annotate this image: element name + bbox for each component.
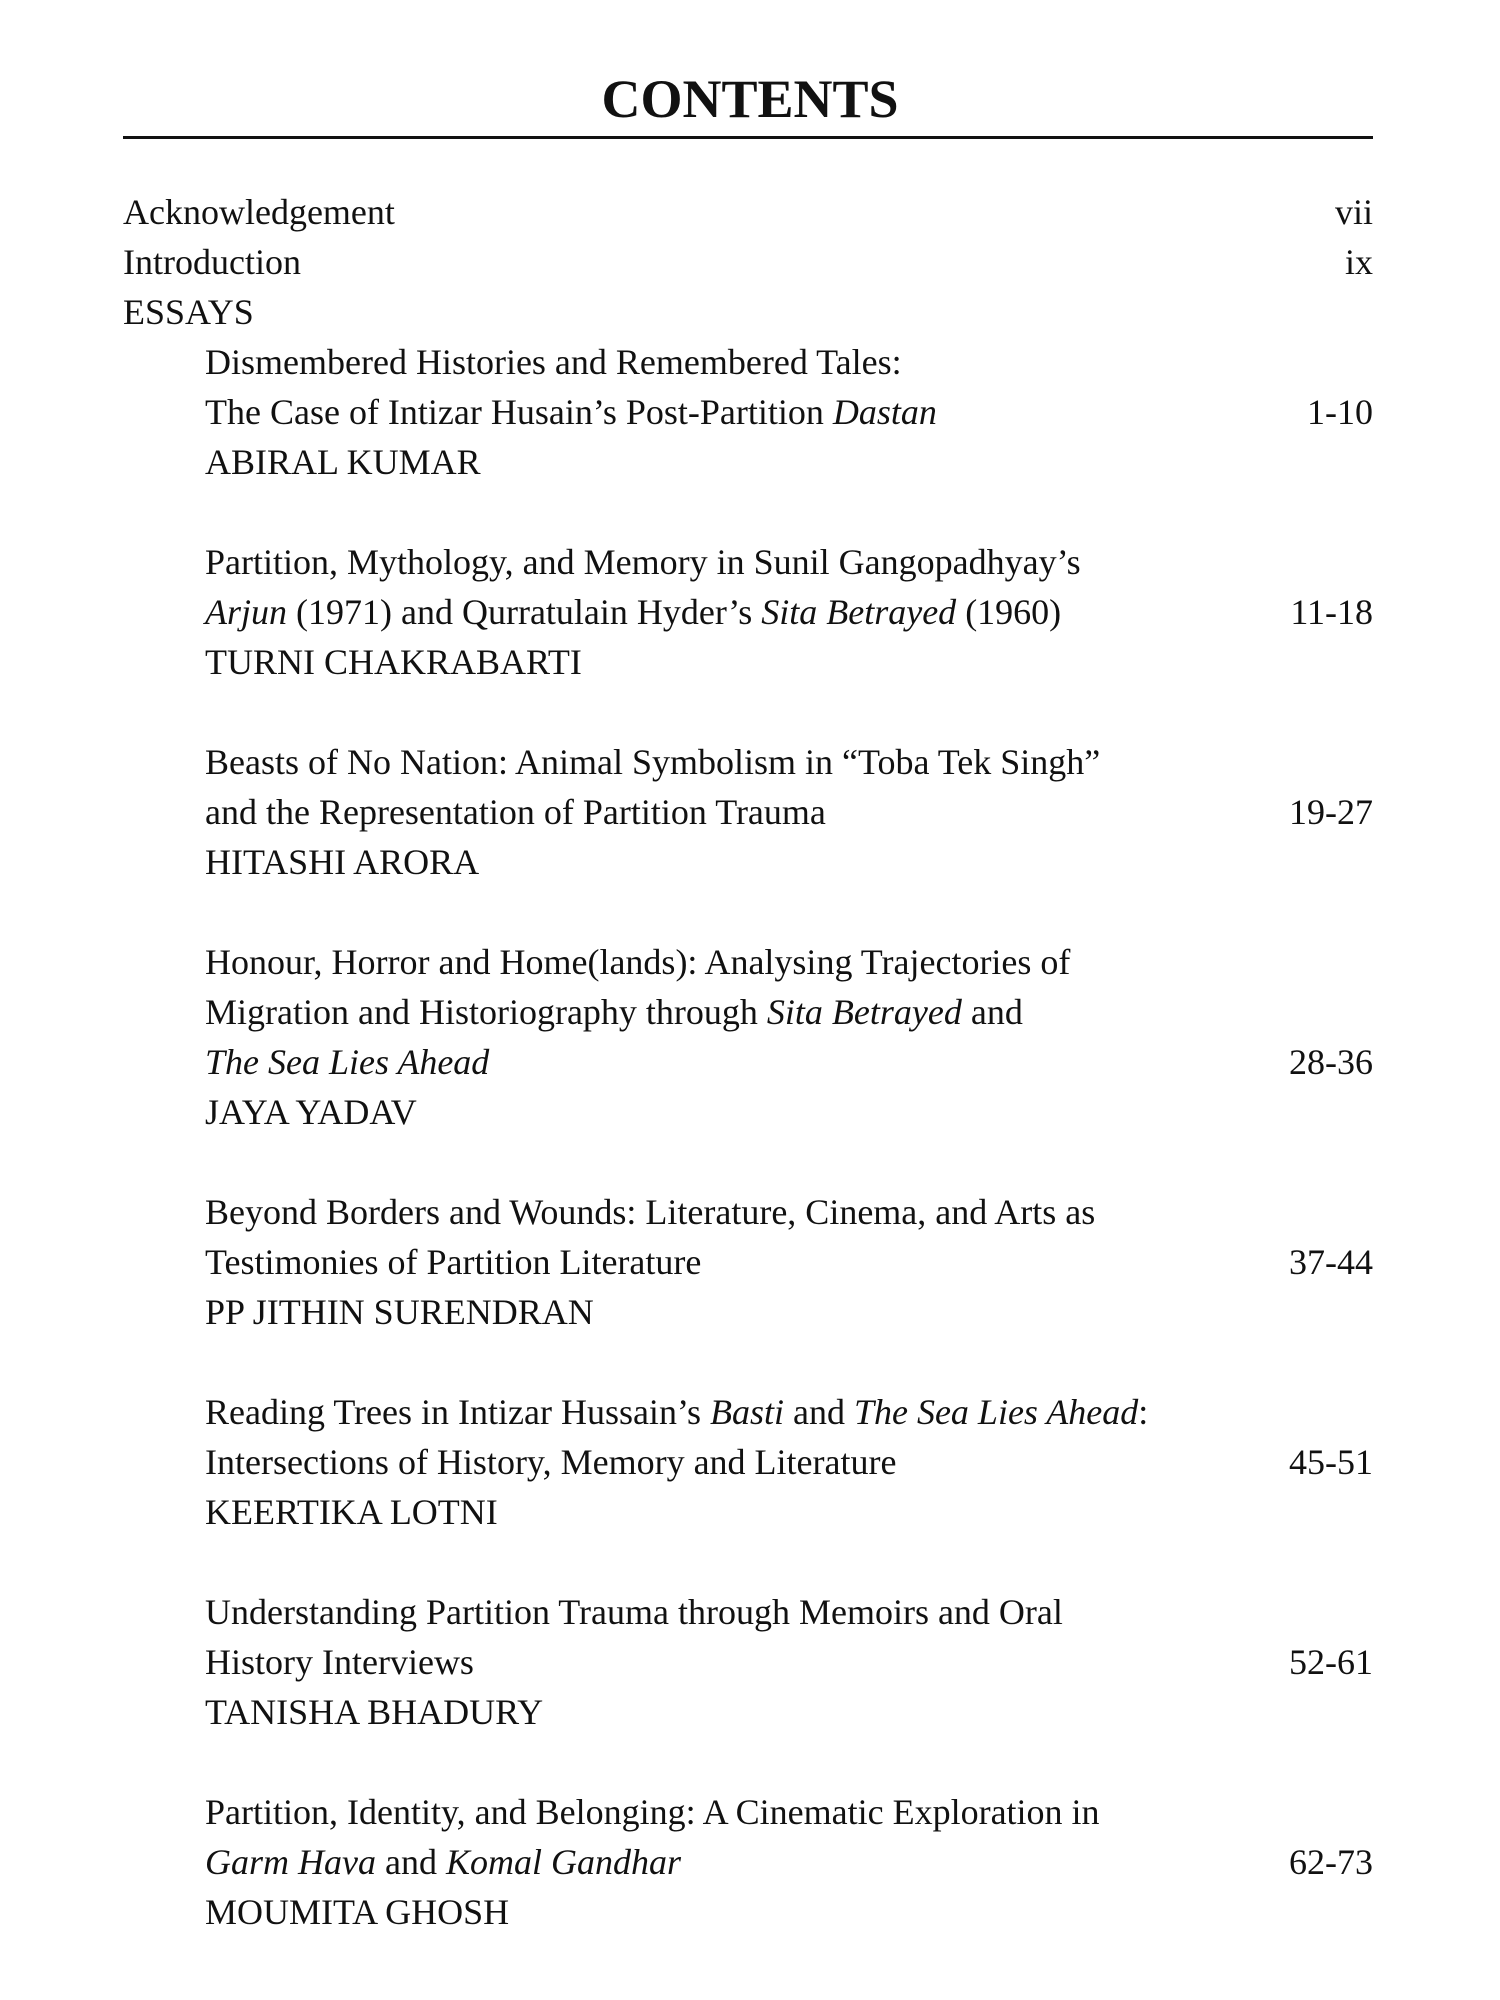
essay-title-text: and the Representation of Partition Trauma: [205, 792, 826, 832]
essay-title-text: The Case of Intizar Husain’s Post-Partition: [205, 392, 833, 432]
essay-title-line: [205, 1837, 1373, 1887]
essay-author: HITASHI ARORA: [205, 842, 480, 882]
essay-title-line: [205, 1187, 1373, 1237]
essay-title-text: and: [375, 1842, 446, 1882]
essay-title-italic: Komal Gandhar: [445, 1842, 681, 1882]
essay-title-line: [205, 337, 1373, 387]
essay-title-line: [205, 587, 1373, 637]
toc-entry-essay-2[interactable]: [205, 537, 1373, 687]
essay-title-line: [205, 1387, 1373, 1437]
essay-author: TURNI CHAKRABARTI: [205, 642, 582, 682]
toc-page-number: 37-44: [1289, 1242, 1373, 1282]
toc-entry-essay-6[interactable]: [205, 1387, 1373, 1537]
toc-page-number: vii: [1334, 192, 1373, 232]
essay-title-line: [205, 1787, 1373, 1837]
essay-title-italic: Sita Betrayed: [761, 592, 957, 632]
essay-title-text: (1960): [956, 592, 1062, 632]
essay-title-italic: Basti: [709, 1392, 784, 1432]
essay-title-line: [205, 1587, 1373, 1637]
essay-author: PP JITHIN SURENDRAN: [205, 1292, 594, 1332]
toc-page-number: ix: [1344, 242, 1373, 282]
essay-title-italic: Sita Betrayed: [766, 992, 962, 1032]
essay-title-text: Testimonies of Partition Literature: [205, 1242, 702, 1282]
toc-entry-essay-4[interactable]: [205, 937, 1373, 1137]
section-heading-essays: [123, 287, 1373, 337]
toc-label: Acknowledgement: [123, 192, 395, 232]
essay-title-text: Beasts of No Nation: Animal Symbolism in “Toba Tek Singh”: [205, 742, 1101, 782]
essay-title-text: Beyond Borders and Wounds: Literature, Cinema, and Arts as: [205, 1192, 1096, 1232]
essay-title-text: Understanding Partition Trauma through Memoirs and Oral: [205, 1592, 1063, 1632]
essay-author: JAYA YADAV: [205, 1092, 417, 1132]
essay-title-line: [205, 1637, 1373, 1687]
essay-title-line: [205, 1037, 1373, 1087]
essay-title-text: and: [961, 992, 1023, 1032]
essay-title-line: [205, 537, 1373, 587]
toc-row-introduction[interactable]: [123, 237, 1373, 287]
essay-title-text: Dismembered Histories and Remembered Tales:: [205, 342, 902, 382]
essay-author: KEERTIKA LOTNI: [205, 1492, 498, 1532]
toc-page-number: 52-61: [1289, 1642, 1373, 1682]
title-divider: [123, 136, 1373, 139]
toc-entry-essay-8[interactable]: [205, 1787, 1373, 1937]
essay-title-line: [205, 387, 1373, 437]
essay-title-text: Reading Trees in Intizar Hussain’s: [205, 1392, 710, 1432]
essay-title-text: Partition, Mythology, and Memory in Sunil Gangopadhyay’s: [205, 542, 1081, 582]
essay-title-text: Honour, Horror and Home(lands): Analysing Trajectories of: [205, 942, 1071, 982]
essay-title-italic: The Sea Lies Ahead: [853, 1392, 1139, 1432]
toc-entry-essay-7[interactable]: [205, 1587, 1373, 1737]
toc-entry-essay-1[interactable]: [205, 337, 1373, 487]
essay-title-italic: Garm Hava: [205, 1842, 376, 1882]
section-label: ESSAYS: [123, 292, 254, 332]
essay-title-line: [205, 1237, 1373, 1287]
essay-author: TANISHA BHADURY: [205, 1692, 544, 1732]
essay-title-line: [205, 987, 1373, 1037]
essay-title-text: (1971) and Qurratulain Hyder’s: [287, 592, 762, 632]
toc-page-number: 45-51: [1289, 1442, 1373, 1482]
toc-entry-essay-5[interactable]: [205, 1187, 1373, 1337]
essay-title-italic: The Sea Lies Ahead: [205, 1042, 490, 1082]
toc-page-number: 19-27: [1289, 792, 1373, 832]
essay-title-text: Intersections of History, Memory and Literature: [205, 1442, 897, 1482]
essay-title-italic: Arjun: [205, 592, 288, 632]
essay-author: MOUMITA GHOSH: [205, 1892, 510, 1932]
essay-author: ABIRAL KUMAR: [205, 442, 481, 482]
essay-title-line: [205, 787, 1373, 837]
essay-title-line: [205, 937, 1373, 987]
essay-title-text: History Interviews: [205, 1642, 474, 1682]
toc-page-number: 28-36: [1289, 1042, 1373, 1082]
essay-title-text: :: [1138, 1392, 1149, 1432]
essay-title-italic: Dastan: [832, 392, 937, 432]
page-title: CONTENTS: [601, 69, 899, 129]
essay-title-text: and: [783, 1392, 854, 1432]
essay-title-text: Migration and Historiography through: [205, 992, 767, 1032]
essay-title-line: [205, 737, 1373, 787]
essay-title-text: Partition, Identity, and Belonging: A Cinematic Exploration in: [205, 1792, 1100, 1832]
toc-page-number: 1-10: [1307, 392, 1373, 432]
essay-title-line: [205, 1437, 1373, 1487]
toc-page-number: 62-73: [1289, 1842, 1373, 1882]
toc-page-number: 11-18: [1290, 592, 1373, 632]
toc-label: Introduction: [123, 242, 301, 282]
toc-entry-essay-3[interactable]: [205, 737, 1373, 887]
toc-row-acknowledgement[interactable]: [123, 187, 1373, 237]
